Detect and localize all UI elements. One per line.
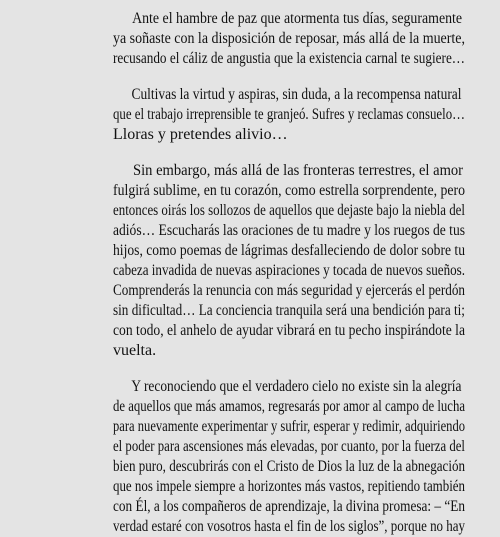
paragraph-line: vuelta. [113, 342, 157, 359]
paragraph-2 [113, 85, 465, 145]
paragraph-line: fulgirá sublime, en tu corazón, como estrella sorprendente, pero [113, 182, 465, 199]
paragraph-4 [113, 377, 465, 537]
paragraph-spacer [113, 69, 465, 85]
document-body [113, 9, 465, 537]
paragraph-line: verdad estaré con vosotros hasta el fin de los siglos”, porque no hay [113, 518, 466, 535]
paragraph-line: que el trabajo irreprensible te granjeó. Sufres y reclamas consuelo… [113, 106, 465, 123]
paragraph-line: Comprenderás la renuncia con más seguridad y ejercerás el perdón [113, 282, 466, 299]
paragraph-line: Sin embargo, más allá de las fronteras terrestres, el amor [133, 162, 464, 179]
paragraph-line: Y reconociendo que el verdadero cielo no existe sin la alegría [131, 378, 462, 395]
paragraph-line: adiós… Escucharás las oraciones de tu madre y los ruegos de tus [113, 222, 466, 239]
paragraph-line: con todo, el anhelo de ayudar vibrará en tu pecho inspirándote la [113, 322, 466, 339]
paragraph-1 [113, 9, 465, 69]
paragraph-line: hijos, como poemas de lágrimas desfalleciendo de dolor sobre tu [113, 242, 465, 259]
paragraph-line: ya soñaste con la disposición de reposar, más allá de la muerte, [113, 30, 465, 47]
paragraph-line: recusando el cáliz de angustia que la existencia carnal te sugiere… [113, 50, 466, 67]
paragraph-line: el poder para ascensiones más elevadas, por cuanto, por la fuerza del [113, 438, 465, 455]
paragraph-line: Lloras y pretendes alivio… [113, 126, 288, 143]
paragraph-line: cabeza invadida de nuevas aspiraciones y tocada de nuevos sueños. [113, 262, 466, 279]
paragraph-line: Ante el hambre de paz que atormenta tus días, seguramente [132, 10, 463, 27]
paragraph-line: para nuevamente experimentar y sufrir, esperar y redimir, adquiriendo [113, 418, 466, 435]
paragraph-line: Cultivas la virtud y aspiras, sin duda, a la recompensa natural [131, 86, 462, 103]
paragraph-3 [113, 161, 465, 361]
paragraph-line: que nos impele siempre a horizontes más vastos, repitiendo también [113, 478, 466, 495]
paragraph-spacer [113, 361, 465, 377]
paragraph-line: entonces oirás los sollozos de aquellos que dejaste bajo la niebla del [113, 202, 466, 219]
paragraph-spacer [113, 145, 465, 161]
paragraph-line: con Él, a los compañeros de aprendizaje, la divina promesa: – “En [113, 498, 465, 515]
paragraph-line: de aquellos que más amamos, regresarás por amor al campo de lucha [113, 398, 466, 415]
paragraph-line: bien puro, descubrirás con el Cristo de Dios la luz de la abnegación [113, 458, 465, 475]
paragraph-line: sin dificultad… La conciencia tranquila será una bendición para ti; [113, 302, 465, 319]
